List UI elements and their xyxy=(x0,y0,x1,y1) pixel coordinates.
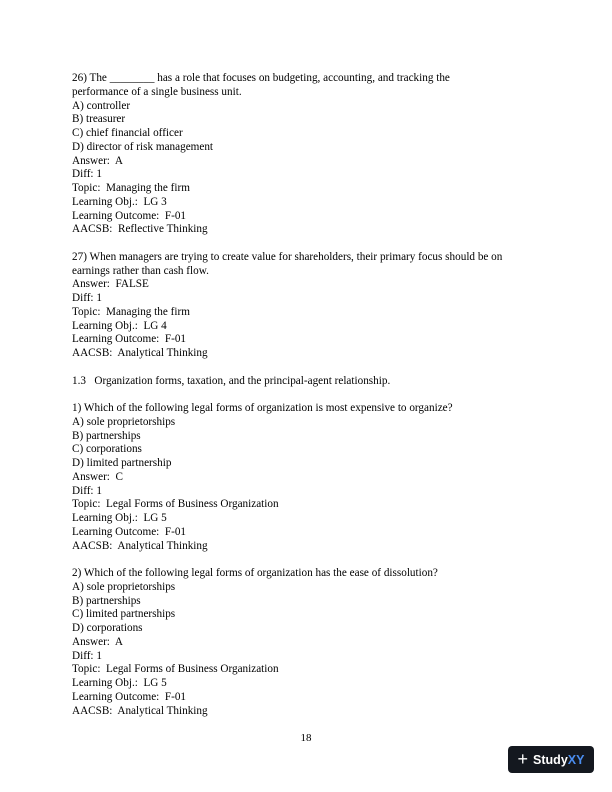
difficulty-line: Diff: 1 xyxy=(72,292,102,304)
watermark-brand xyxy=(533,753,584,767)
answer-option: B) partnerships xyxy=(72,429,141,442)
answer-line: Answer: A xyxy=(72,154,123,167)
question-stem: performance of a single business unit. xyxy=(72,85,242,98)
answer-option: B) treasurer xyxy=(72,113,126,126)
answer-option: A) controller xyxy=(72,99,131,112)
learning-outcome-line: Learning Outcome: F-01 xyxy=(72,333,187,346)
topic-line: Topic: Managing the firm xyxy=(72,182,190,194)
answer-line: Answer: FALSE xyxy=(72,278,149,291)
difficulty-line: Diff: 1 xyxy=(72,168,102,181)
learning-obj-line: Learning Obj.: LG 3 xyxy=(72,195,167,208)
answer-option: D) corporations xyxy=(72,622,143,634)
question-stem: 2) Which of the following legal forms of organization has the ease of dissolution? xyxy=(72,567,438,579)
question-26 xyxy=(72,72,542,237)
learning-outcome-line: Learning Outcome: F-01 xyxy=(72,209,187,222)
aacsb-line: AACSB: Analytical Thinking xyxy=(72,347,208,359)
learning-outcome-line: Learning Outcome: F-01 xyxy=(72,525,187,538)
answer-option: C) limited partnerships xyxy=(72,608,176,621)
answer-option: B) partnerships xyxy=(72,594,141,607)
question-27 xyxy=(72,251,542,361)
topic-line: Topic: Legal Forms of Business Organization xyxy=(72,498,279,511)
question-stem: 27) When managers are trying to create value for shareholders, their primary focus should be on xyxy=(72,250,503,263)
aacsb-line: AACSB: Reflective Thinking xyxy=(72,223,208,236)
section-heading-text: 1.3 Organization forms, taxation, and the principal-agent relationship. xyxy=(72,374,391,387)
answer-option: D) limited partnership xyxy=(72,457,172,469)
answer-option: C) chief financial officer xyxy=(72,127,183,139)
learning-outcome-line: Learning Outcome: F-01 xyxy=(72,690,187,703)
question-stem: 1) Which of the following legal forms of organization is most expensive to organize? xyxy=(72,402,453,414)
learning-obj-line: Learning Obj.: LG 5 xyxy=(72,512,167,524)
topic-line: Topic: Managing the firm xyxy=(72,305,190,318)
answer-option: C) corporations xyxy=(72,443,142,456)
topic-line: Topic: Legal Forms of Business Organization xyxy=(72,663,279,676)
answer-option: A) sole proprietorships xyxy=(72,415,176,428)
plus-icon: + xyxy=(517,748,529,769)
question-stem: earnings rather than cash flow. xyxy=(72,264,209,277)
difficulty-line: Diff: 1 xyxy=(72,484,102,497)
answer-option: A) sole proprietorships xyxy=(72,580,176,593)
answer-line: Answer: A xyxy=(72,635,123,648)
aacsb-line: AACSB: Analytical Thinking xyxy=(72,539,208,552)
page-number: 18 xyxy=(300,732,312,744)
watermark-brand-main: Study xyxy=(533,752,568,767)
section-heading xyxy=(72,375,542,389)
learning-obj-line: Learning Obj.: LG 4 xyxy=(72,319,167,332)
answer-option: D) director of risk management xyxy=(72,140,214,153)
difficulty-line: Diff: 1 xyxy=(72,649,102,662)
learning-obj-line: Learning Obj.: LG 5 xyxy=(72,677,167,689)
question-stem: 26) The ________ has a role that focuses on budgeting, accounting, and tracking the xyxy=(72,72,450,84)
question-2 xyxy=(72,567,542,718)
studyxy-watermark xyxy=(508,746,594,773)
aacsb-line: AACSB: Analytical Thinking xyxy=(72,704,208,717)
watermark-brand-accent: XY xyxy=(567,752,585,767)
answer-line: Answer: C xyxy=(72,470,123,483)
question-1 xyxy=(72,402,542,553)
document-body xyxy=(72,72,542,732)
